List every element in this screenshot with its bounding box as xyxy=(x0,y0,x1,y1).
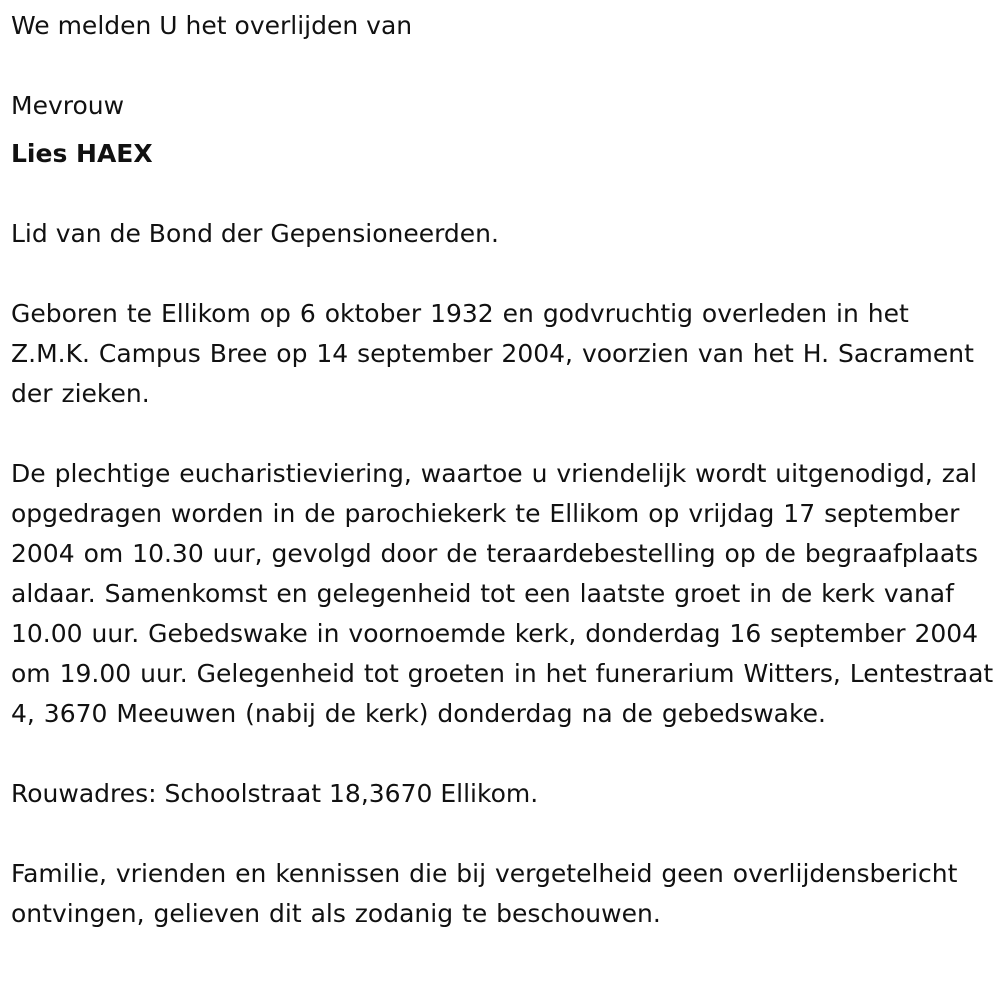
membership-line: Lid van de Bond der Gepensioneerden. xyxy=(11,219,499,248)
closing-paragraph: Familie, vrienden en kennissen die bij vergetelheid geen overlijdensbericht ontvingen, gelieven dit als zodanig te beschouwen. xyxy=(11,859,958,928)
funeral-paragraph: De plechtige eucharistieviering, waartoe u vriendelijk wordt uitgenodigd, zal opgedragen worden in de parochiekerk te Ellikom op vrijdag 17 september 2004 om 10.30 uur, gevolgd door de teraardebestelling op de begraafplaats aldaar. Samenkomst en gelegenheid tot een laatste groet in de kerk vanaf 10.00 uur. Gebedswake in voornoemde kerk, donderdag 16 september 2004 om 19.00 uur. Gelegenheid tot groeten in het funerarium Witters, Lentestraat 4, 3670 Meeuwen (nabij de kerk) donderdag na de gebedswake. xyxy=(11,459,994,728)
salutation: Mevrouw xyxy=(11,91,125,120)
birth-death-paragraph: Geboren te Ellikom op 6 oktober 1932 en godvruchtig overleden in het Z.M.K. Campus Bree op 14 september 2004, voorzien van het H. Sacrament der zieken. xyxy=(11,299,974,408)
deceased-name: Lies HAEX xyxy=(11,139,153,168)
intro-line: We melden U het overlijden van xyxy=(11,11,413,40)
death-notice xyxy=(11,6,996,934)
mourning-address: Rouwadres: Schoolstraat 18,3670 Ellikom. xyxy=(11,779,539,808)
